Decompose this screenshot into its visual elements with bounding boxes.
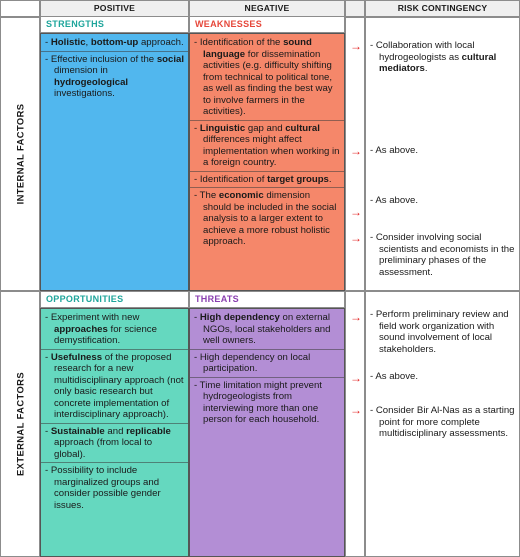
- arrow-column-internal: [345, 17, 365, 291]
- weaknesses-item: [190, 123, 344, 172]
- bold-term: Linguistic: [199, 122, 246, 134]
- item-text: .: [424, 63, 428, 74]
- label-opportunities: OPPORTUNITIES: [40, 291, 189, 308]
- bold-term: Holistic: [50, 37, 86, 48]
- bold-term: Usefulness: [50, 351, 103, 363]
- corner-cell: [0, 0, 40, 17]
- bold-term: cultural mediators: [379, 51, 497, 74]
- item-text: for dissemination activities (e.g. difficulty shifting from technical to political tone, as well as finding the best way to involve farmers in the activities).: [203, 48, 333, 117]
- threats-item: [190, 352, 344, 378]
- item-text: -: [45, 37, 51, 48]
- item-text: for science demystification.: [54, 323, 157, 346]
- item-text: on external NGOs, local stakeholders and well owners.: [203, 312, 331, 346]
- item-text: - Perform preliminary review and field work organization with sound involvement of local stakeholders.: [370, 309, 509, 355]
- risk-item: [370, 232, 515, 278]
- risk-item: [370, 309, 515, 355]
- weaknesses-item: [190, 37, 344, 121]
- item-text: - High dependency on local participation.: [194, 351, 311, 374]
- item-text: .: [328, 173, 332, 185]
- bold-term: bottom-up: [90, 37, 139, 48]
- item-text: dimension should be included in the social analysis to a larger extent to achieve a more robust holistic approach.: [203, 190, 337, 247]
- right-arrow-icon: →: [350, 144, 362, 158]
- opportunities-box: [40, 308, 189, 557]
- risk-item: [370, 405, 515, 440]
- bold-term: economic: [218, 190, 264, 201]
- bold-term: sound language: [203, 37, 312, 60]
- right-arrow-icon: →: [350, 205, 362, 219]
- item-text: - Consider involving social scientists and economists in the preliminary phases of the assessment.: [370, 232, 515, 278]
- item-text: - Identification of the: [194, 37, 284, 48]
- weaknesses-item: [190, 174, 344, 189]
- item-text: - Effective inclusion of the: [45, 53, 157, 65]
- item-text: - Identification of: [194, 173, 268, 185]
- item-text: - Experiment with new: [45, 312, 140, 323]
- item-text: - Collaboration with local hydrogeologists as: [370, 40, 475, 63]
- strengths-item: [41, 37, 188, 52]
- bold-term: target groups: [267, 173, 329, 185]
- item-text: - Consider Bir Al-Nas as a starting point for more complete multidisciplinary assessments.: [370, 405, 515, 439]
- bold-term: hydrogeological: [54, 76, 129, 88]
- item-text: and: [104, 425, 127, 437]
- side-label-external: [0, 291, 40, 557]
- header-arrow-spacer: [345, 0, 365, 17]
- arrow-column-external: [345, 291, 365, 557]
- item-text: approach.: [138, 37, 184, 48]
- item-text: dimension in: [54, 65, 108, 76]
- right-arrow-icon: →: [350, 403, 362, 417]
- risk-item: [370, 40, 515, 75]
- bold-term: approaches: [54, 323, 108, 335]
- bold-term: High dependency: [199, 312, 280, 323]
- item-text: - Possibility to include marginalized groups and consider possible gender issues.: [45, 465, 161, 511]
- risk-item: [370, 371, 515, 383]
- item-text: of the proposed research for a new multidisciplinary approach (not only basic research but concrete implementation of interdisciplinary approach).: [54, 351, 184, 420]
- label-strengths: STRENGTHS: [40, 17, 189, 33]
- item-text: - Time limitation might prevent hydrogeologists from interviewing more than one person for each household.: [194, 379, 322, 425]
- risk-column-internal: [365, 17, 520, 291]
- item-text: -: [45, 425, 51, 437]
- item-text: - The: [194, 190, 219, 201]
- threats-item: [190, 312, 344, 350]
- label-weaknesses: WEAKNESSES: [189, 17, 345, 33]
- header-negative: NEGATIVE: [189, 0, 345, 17]
- item-text: ,: [85, 37, 91, 48]
- item-text: -: [194, 312, 200, 323]
- weaknesses-box: [189, 33, 345, 291]
- item-text: -: [194, 122, 200, 134]
- side-label-internal: [0, 17, 40, 291]
- item-text: gap and: [245, 122, 286, 134]
- strengths-item: [45, 54, 184, 100]
- item-text: -: [45, 351, 51, 363]
- item-text: - As above.: [370, 371, 418, 382]
- right-arrow-icon: →: [350, 231, 362, 245]
- side-label-internal-text: INTERNAL FACTORS: [14, 103, 26, 205]
- header-risk-contingency: RISK CONTINGENCY: [365, 0, 520, 17]
- header-positive: POSITIVE: [40, 0, 189, 17]
- label-threats: THREATS: [189, 291, 345, 308]
- item-text: differences might affect implementation when working in a foreign country.: [203, 134, 340, 168]
- risk-item: [370, 195, 515, 207]
- item-text: - As above.: [370, 195, 418, 206]
- right-arrow-icon: →: [350, 310, 362, 324]
- right-arrow-icon: →: [350, 371, 362, 385]
- opportunities-item: [41, 426, 188, 464]
- weaknesses-item: [194, 190, 340, 248]
- threats-box: [189, 308, 345, 557]
- side-label-external-text: EXTERNAL FACTORS: [14, 372, 26, 476]
- bold-term: cultural: [285, 122, 320, 134]
- risk-column-external: [365, 291, 520, 557]
- bold-term: Sustainable: [50, 425, 105, 437]
- item-text: investigations.: [54, 88, 115, 99]
- item-text: approach (from local to global).: [54, 437, 153, 460]
- risk-item: [370, 145, 515, 157]
- right-arrow-icon: →: [350, 39, 362, 53]
- opportunities-item: [45, 465, 184, 511]
- threats-item: [194, 380, 340, 426]
- strengths-box: [40, 33, 189, 291]
- bold-term: social: [156, 53, 185, 65]
- opportunities-item: [41, 312, 188, 350]
- bold-term: replicable: [126, 425, 171, 437]
- opportunities-item: [41, 352, 188, 424]
- item-text: - As above.: [370, 145, 418, 156]
